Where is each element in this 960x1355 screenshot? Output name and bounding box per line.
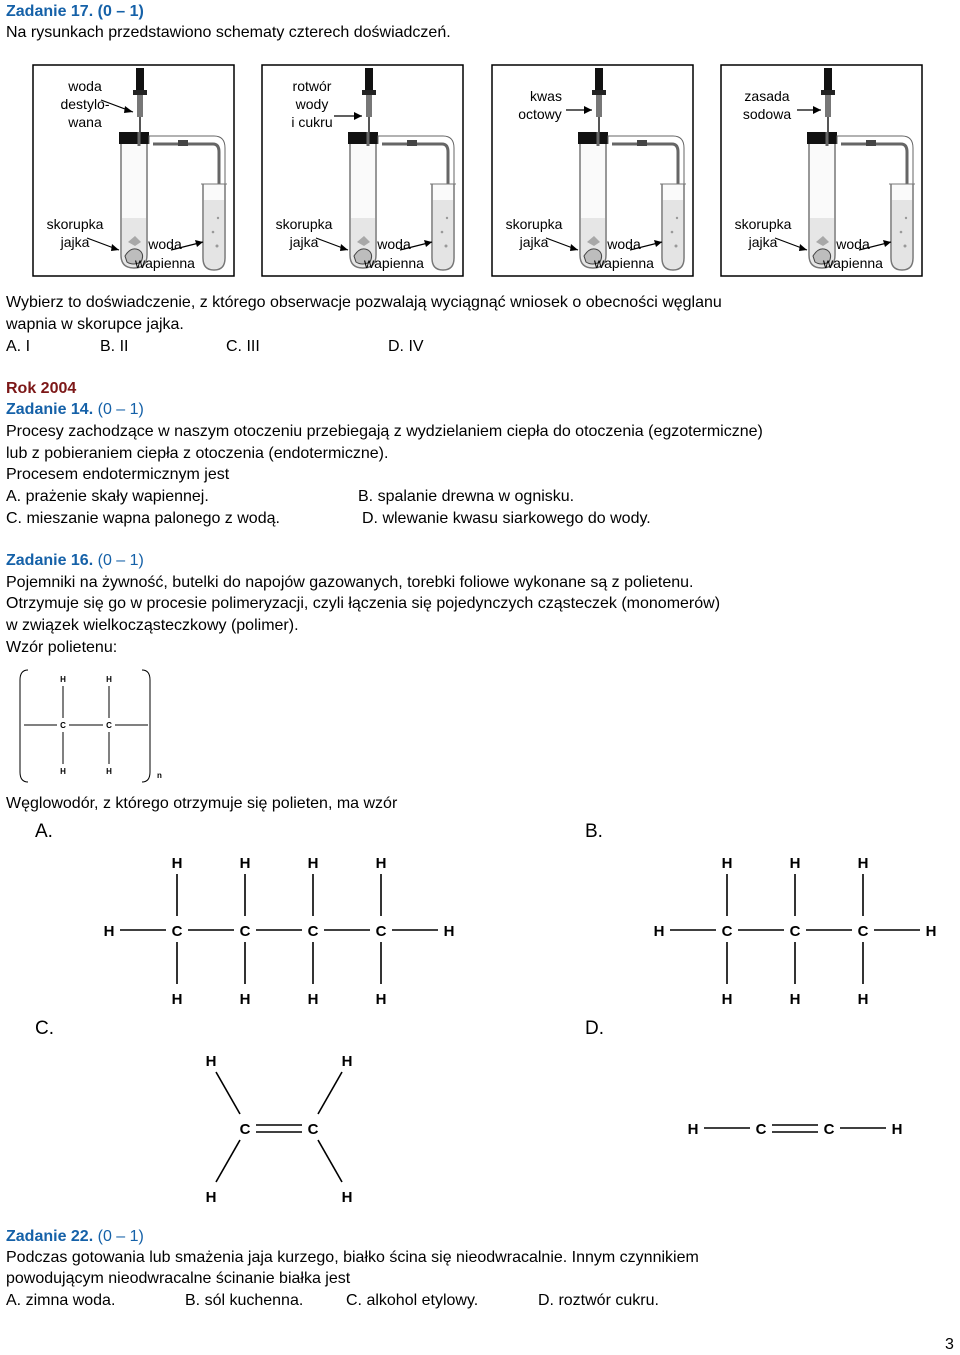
task17-answer-a: A. I <box>6 338 31 355</box>
polyethylene-formula <box>10 662 180 790</box>
task14-answer-a: A. prażenie skały wapiennej. <box>6 488 209 505</box>
svg-text:H: H <box>106 767 112 776</box>
svg-text:H: H <box>106 675 112 684</box>
svg-text:H: H <box>789 855 801 872</box>
task22-line1: Podczas gotowania lub smażenia jaja kurzego, białko ścina się nieodwracalnie. Innym czynnikiem <box>6 1249 699 1266</box>
svg-text:H: H <box>789 991 801 1008</box>
svg-text:H: H <box>205 1189 217 1206</box>
task17-answer-b: B. II <box>100 338 129 355</box>
svg-text:H: H <box>341 1189 353 1206</box>
svg-text:wapienna: wapienna <box>364 255 424 271</box>
svg-text:H: H <box>925 923 937 940</box>
experiment-2 <box>262 65 463 276</box>
svg-text:destylo-: destylo- <box>60 96 110 112</box>
svg-text:H: H <box>60 767 66 776</box>
svg-text:sodowa: sodowa <box>742 106 792 122</box>
task22-answer-b: B. sól kuchenna. <box>185 1292 304 1309</box>
svg-text:i cukru: i cukru <box>291 114 333 130</box>
experiments-figure <box>0 60 960 282</box>
svg-text:H: H <box>375 991 387 1008</box>
svg-text:wody: wody <box>295 96 329 112</box>
task22-heading: Zadanie 22. (0 – 1) <box>6 1228 144 1245</box>
year-heading: Rok 2004 <box>6 380 77 397</box>
task14-line3: Procesem endotermicznym jest <box>6 466 230 483</box>
task14-line1: Procesy zachodzące w naszym otoczeniu przebiegają z wydzielaniem ciepła do otoczenia (egzotermiczne) <box>6 423 763 440</box>
svg-text:jajka: jajka <box>519 234 549 250</box>
svg-text:H: H <box>341 1053 353 1070</box>
svg-text:jajka: jajka <box>289 234 319 250</box>
svg-text:H: H <box>307 991 319 1008</box>
task17-intro: Na rysunkach przedstawiono schematy czterech doświadczeń. <box>6 24 451 41</box>
svg-text:H: H <box>171 991 183 1008</box>
svg-text:H: H <box>857 855 869 872</box>
svg-text:C: C <box>857 923 869 940</box>
svg-text:zasada: zasada <box>744 88 790 104</box>
task17-answer-d: D. IV <box>388 338 424 355</box>
svg-text:C: C <box>823 1121 835 1138</box>
svg-text:C: C <box>307 1121 319 1138</box>
task14-heading: Zadanie 14. (0 – 1) <box>6 401 144 418</box>
page-number: 3 <box>945 1336 954 1353</box>
task16-line4: Wzór polietenu: <box>6 639 118 656</box>
svg-text:A.: A. <box>35 821 53 842</box>
svg-text:C: C <box>60 721 66 730</box>
task17-question-line1: Wybierz to doświadczenie, z którego obserwacje pozwalają wyciągnąć wniosek o obecności węglanu <box>6 294 722 311</box>
hydrocarbon-options <box>0 810 960 1210</box>
svg-text:D.: D. <box>585 1018 604 1039</box>
svg-text:jajka: jajka <box>748 234 778 250</box>
svg-text:H: H <box>443 923 455 940</box>
svg-text:skorupka: skorupka <box>734 216 792 232</box>
svg-text:C: C <box>721 923 733 940</box>
svg-text:C: C <box>239 923 251 940</box>
svg-text:H: H <box>721 855 733 872</box>
svg-text:wapienna: wapienna <box>823 255 883 271</box>
svg-text:C: C <box>755 1121 767 1138</box>
experiment-1 <box>33 65 234 276</box>
task14-answer-b: B. spalanie drewna w ognisku. <box>358 488 575 505</box>
svg-text:wana: wana <box>68 114 102 130</box>
svg-text:H: H <box>205 1053 217 1070</box>
task14-answer-c: C. mieszanie wapna palonego z wodą. <box>6 510 280 527</box>
svg-text:kwas: kwas <box>530 88 562 104</box>
svg-text:B.: B. <box>585 821 603 842</box>
task14-answer-d: D. wlewanie kwasu siarkowego do wody. <box>362 510 651 527</box>
svg-text:woda: woda <box>68 78 102 94</box>
svg-text:woda: woda <box>836 236 870 252</box>
svg-text:n: n <box>157 771 162 780</box>
svg-text:H: H <box>891 1121 903 1138</box>
svg-text:H: H <box>375 855 387 872</box>
svg-text:H: H <box>239 855 251 872</box>
svg-text:H: H <box>171 855 183 872</box>
svg-text:H: H <box>857 991 869 1008</box>
svg-text:C: C <box>789 923 801 940</box>
svg-text:C: C <box>106 721 112 730</box>
task17-answer-c: C. III <box>226 338 260 355</box>
svg-text:woda: woda <box>148 236 182 252</box>
task17-heading: Zadanie 17. (0 – 1) <box>6 3 144 20</box>
task17-question-line2: wapnia w skorupce jajka. <box>6 316 184 333</box>
svg-text:jajka: jajka <box>60 234 90 250</box>
task16-question: Węglowodór, z którego otrzymuje się polieten, ma wzór <box>6 795 398 812</box>
svg-text:skorupka: skorupka <box>505 216 563 232</box>
svg-text:C: C <box>171 923 183 940</box>
svg-text:H: H <box>721 991 733 1008</box>
task22-answer-d: D. roztwór cukru. <box>538 1292 659 1309</box>
experiment-4 <box>721 65 922 276</box>
svg-text:C: C <box>239 1121 251 1138</box>
task14-line2: lub z pobieraniem ciepła z otoczenia (endotermiczne). <box>6 445 389 462</box>
svg-text:wapienna: wapienna <box>135 255 195 271</box>
svg-text:H: H <box>307 855 319 872</box>
svg-text:rotwór: rotwór <box>292 78 332 94</box>
svg-text:skorupka: skorupka <box>46 216 104 232</box>
svg-text:H: H <box>687 1121 699 1138</box>
svg-text:C.: C. <box>35 1018 54 1039</box>
svg-text:C: C <box>307 923 319 940</box>
svg-text:H: H <box>103 923 115 940</box>
task16-line3: w związek wielkocząsteczkowy (polimer). <box>6 617 299 634</box>
experiment-3 <box>492 65 693 276</box>
svg-text:wapienna: wapienna <box>594 255 654 271</box>
svg-text:skorupka: skorupka <box>275 216 333 232</box>
svg-text:H: H <box>653 923 665 940</box>
svg-text:octowy: octowy <box>518 106 562 122</box>
task22-line2: powodującym nieodwracalne ścinanie białka jest <box>6 1270 351 1287</box>
task22-answer-a: A. zimna woda. <box>6 1292 116 1309</box>
svg-text:C: C <box>375 923 387 940</box>
svg-text:H: H <box>60 675 66 684</box>
task16-line2: Otrzymuje się go w procesie polimeryzacji, czyli łączenia się pojedynczych cząsteczek (monomerów) <box>6 595 721 612</box>
svg-text:woda: woda <box>377 236 411 252</box>
svg-text:woda: woda <box>607 236 641 252</box>
task16-heading: Zadanie 16. (0 – 1) <box>6 552 144 569</box>
svg-text:H: H <box>239 991 251 1008</box>
task16-line1: Pojemniki na żywność, butelki do napojów gazowanych, torebki foliowe wykonane są z polietenu. <box>6 574 694 591</box>
task22-answer-c: C. alkohol etylowy. <box>346 1292 479 1309</box>
